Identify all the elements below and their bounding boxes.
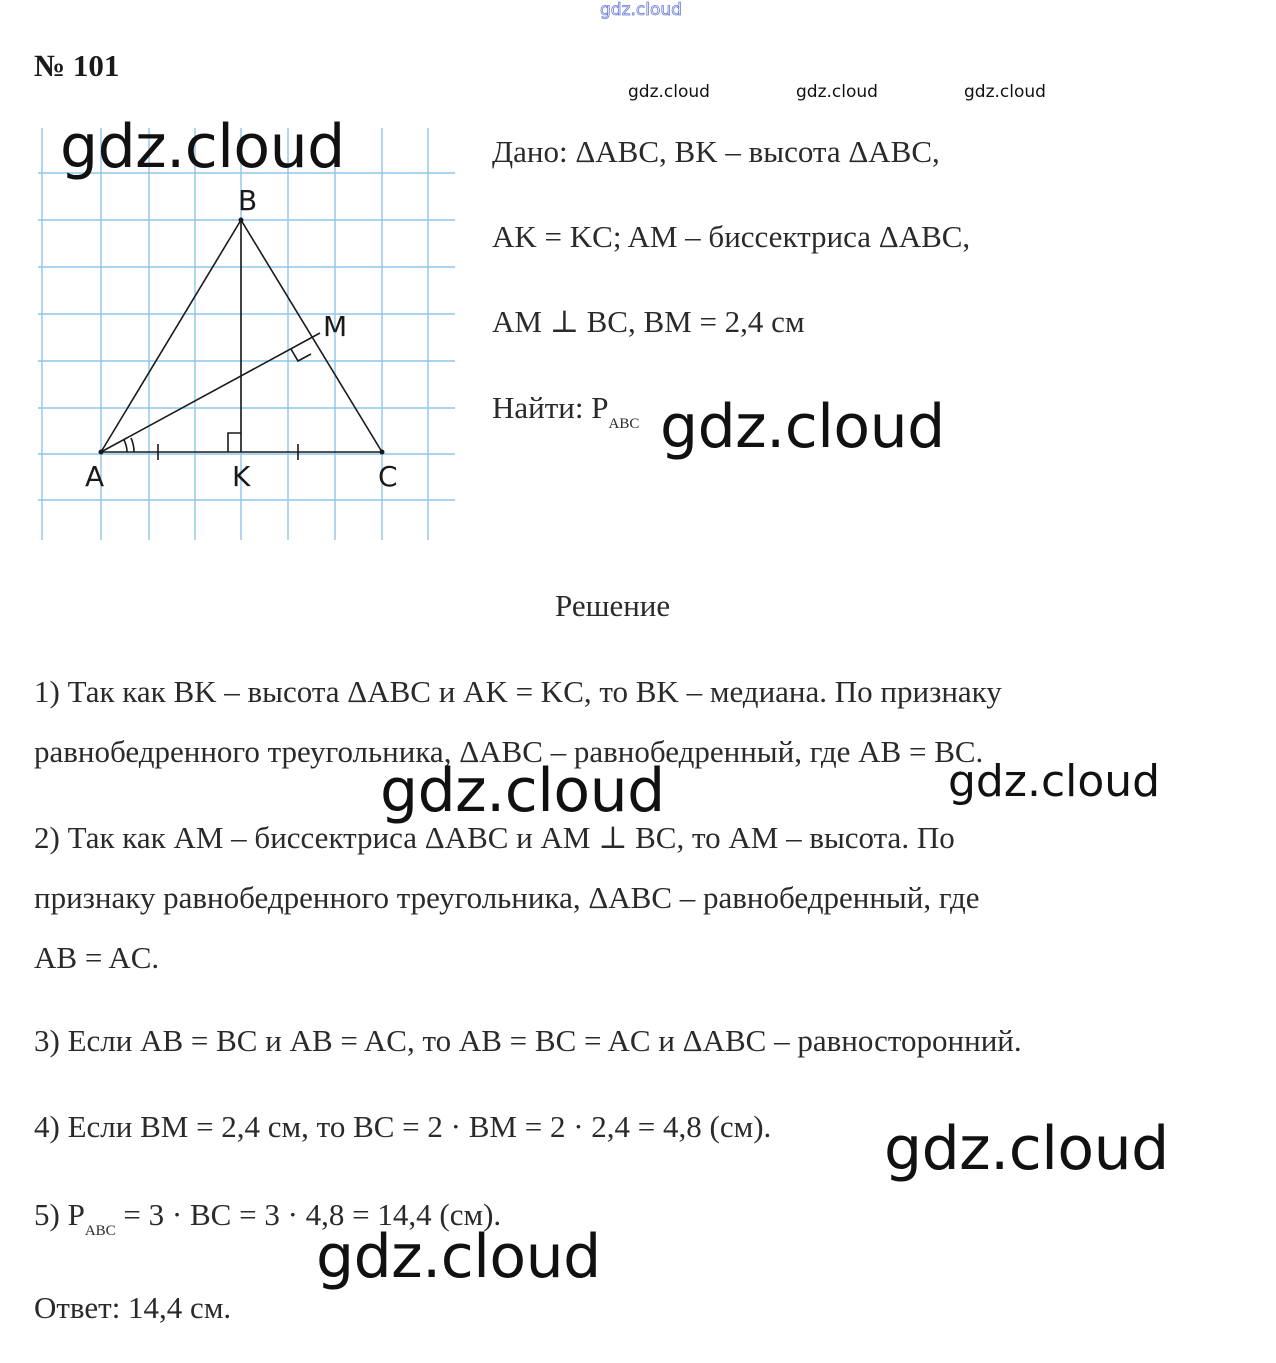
label-b: B — [238, 184, 258, 217]
step-5-prefix: 5) P — [34, 1197, 85, 1232]
right-angle-mark-m — [291, 349, 311, 361]
answer: Ответ: 14,4 см. — [34, 1290, 232, 1325]
step-2b: признаку равнобедренного треугольника, ΔABC – равнобедренный, где — [34, 880, 980, 915]
find-label: Найти: P — [492, 390, 609, 425]
solution-title: Решение — [555, 588, 671, 623]
watermark-small: gdz.cloud — [796, 82, 878, 102]
label-m: M — [323, 310, 348, 343]
step-3: 3) Если AB = BC и AB = AC, то AB = BC = AC и ΔABC – равносторонний. — [34, 1023, 1022, 1058]
step-5-subscript: ABC — [84, 1223, 116, 1239]
step-2c: AB = AC. — [34, 940, 160, 975]
label-k: K — [232, 460, 251, 493]
step-4: 4) Если BM = 2,4 см, то BC = 2 · BM = 2 · 2,4 = 4,8 (см). — [34, 1109, 772, 1144]
step-1b: равнобедренного треугольника, ΔABC – равнобедренный, где AB = BC. — [34, 734, 984, 769]
step-5-rest: = 3 · BC = 3 · 4,8 = 14,4 (см). — [115, 1197, 502, 1232]
given-line-1: Дано: ΔABC, BK – высота ΔABC, — [492, 134, 940, 169]
find-line — [492, 390, 640, 432]
watermark-big: gdz.cloud — [316, 1222, 601, 1292]
find-subscript: ABC — [608, 416, 640, 432]
step-2a: 2) Так как AM – биссектриса ΔABC и AM ⊥ BC, то AM – высота. По — [34, 820, 955, 855]
watermark-big: gdz.cloud — [60, 112, 345, 182]
watermark-small: gdz.cloud — [628, 82, 710, 102]
watermark-big: gdz.cloud — [380, 756, 665, 826]
watermark-top: gdz.cloud — [600, 0, 682, 20]
watermark-small: gdz.cloud — [964, 82, 1046, 102]
label-c: C — [378, 460, 398, 493]
label-a: A — [85, 460, 105, 493]
angle-arc-a — [124, 440, 127, 452]
watermark-mid: gdz.cloud — [948, 756, 1161, 807]
right-angle-mark-k — [228, 433, 241, 452]
problem-number: № 101 — [34, 48, 120, 83]
given-line-3: AM ⊥ BC, BM = 2,4 см — [492, 304, 805, 339]
given-line-2: AK = KC; AM – биссектриса ΔABC, — [492, 219, 971, 254]
step-1a: 1) Так как BK – высота ΔABC и AK = KC, то BK – медиана. По признаку — [34, 674, 1002, 709]
watermark-big: gdz.cloud — [660, 392, 945, 462]
triangle-figure — [30, 120, 460, 545]
watermark-big: gdz.cloud — [884, 1114, 1169, 1184]
